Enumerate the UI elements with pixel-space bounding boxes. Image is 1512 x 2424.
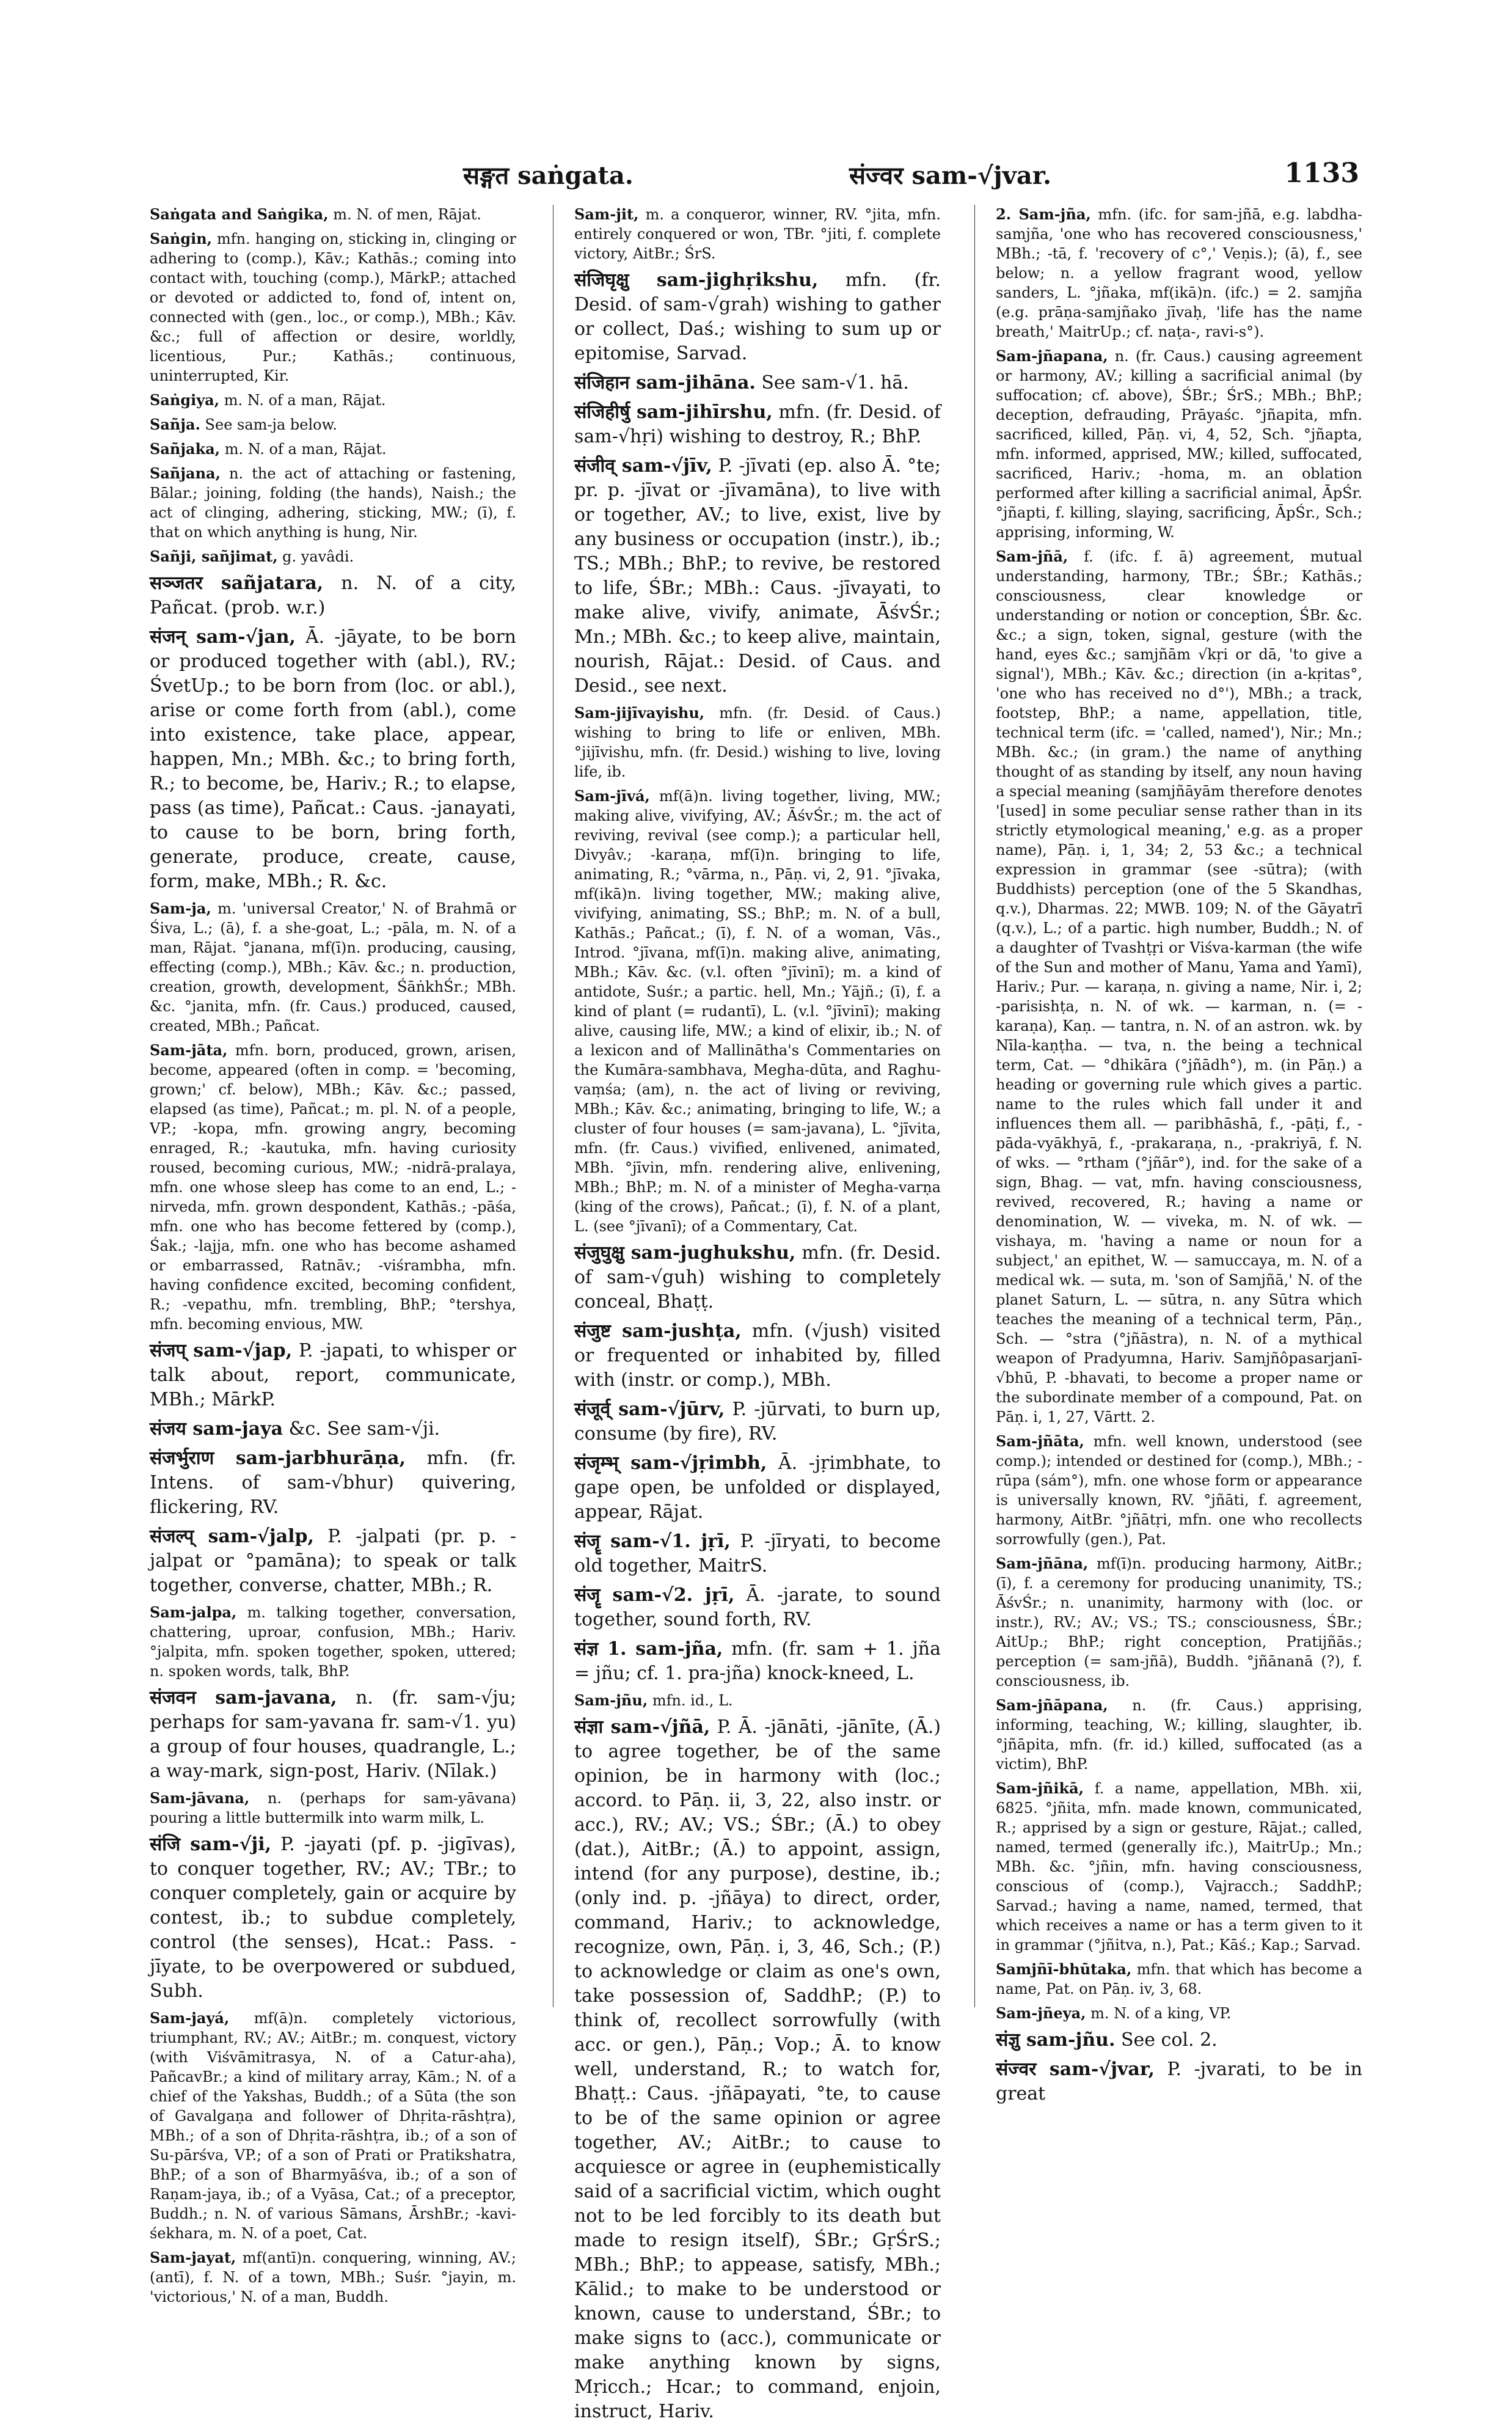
dictionary-entry xyxy=(150,547,516,566)
entry-headword: Sam-jñikā, xyxy=(996,1779,1084,1797)
dictionary-entry xyxy=(996,1960,1362,1999)
dictionary-entry xyxy=(574,1241,941,1314)
entry-headword: Sam-jayat, xyxy=(150,2249,236,2266)
running-head-left: सङ्गत saṅgata. xyxy=(463,161,634,190)
dictionary-entry xyxy=(574,1397,941,1446)
entry-headword: Sam-jāta, xyxy=(150,1041,228,1059)
entry-definition: Ā. -jarate, to sound together, sound forth, RV. xyxy=(574,1584,941,1630)
dictionary-entry xyxy=(996,1696,1362,1774)
entry-headword: Sam-jñāta, xyxy=(996,1432,1084,1450)
entry-definition: mfn. (√jush) visited or frequented or inhabited by, filled with (instr. or comp.), MBh. xyxy=(574,1320,941,1391)
page-header xyxy=(153,158,1359,207)
dictionary-entry xyxy=(574,1583,941,1632)
entry-headword: संज्ञु sam-jñu. xyxy=(996,2029,1116,2051)
entry-definition: See sam-√1. hā. xyxy=(755,372,909,394)
dictionary-entry xyxy=(574,1529,941,1578)
dictionary-entry xyxy=(574,371,941,395)
entry-headword: Sam-jijīvayishu, xyxy=(574,704,705,722)
entry-headword: Saṅgata and Saṅgika, xyxy=(150,205,329,223)
dictionary-entry xyxy=(150,899,516,1036)
entry-headword: Sañja. xyxy=(150,416,200,433)
dictionary-entry xyxy=(996,2057,1362,2106)
entry-definition: n. the act of attaching or fastening, Bālar.; joining, folding (the hands), Naish.; the act of clinging, adhering, sticking, MW.; (ī), f. that on which anything is hung, Nir. xyxy=(150,465,516,541)
dictionary-entry xyxy=(150,1789,516,1828)
entry-headword: संजवन sam-javana, xyxy=(150,1687,337,1708)
entry-definition: P. -jīryati, to become old together, MaitrS. xyxy=(574,1531,941,1576)
dictionary-entry xyxy=(574,1715,941,2424)
entry-headword: संजिहीर्षु sam-jihīrshu, xyxy=(574,401,773,423)
dictionary-entry xyxy=(150,2008,516,2243)
entry-definition: m. N. of men, Rājat. xyxy=(328,206,481,223)
entry-definition: mfn. that which has become a name, Pat. on Pāṇ. iv, 3, 68. xyxy=(996,1961,1362,1997)
dictionary-entry xyxy=(996,1554,1362,1691)
entry-definition: mfn. (fr. sam + 1. jña = jñu; cf. 1. pra-jña) knock-kneed, L. xyxy=(574,1638,941,1684)
dictionary-entry xyxy=(150,1417,516,1441)
dictionary-entry xyxy=(150,229,516,386)
entry-definition: P. -jvarati, to be in great xyxy=(996,2059,1362,2104)
dictionary-entry xyxy=(150,205,516,224)
entry-definition: mfn. (fr. Desid. of sam-√guh) wishing to completely conceal, Bhaṭṭ. xyxy=(574,1242,941,1313)
entry-headword: Saṅgin, xyxy=(150,230,213,247)
dictionary-entry xyxy=(574,1451,941,1525)
entry-definition: Ā. -jāyate, to be born or produced together with (abl.), RV.; ŚvetUp.; to be born from (loc. or abl.), arise or come forth from (abl.), come into existence, take place, appear, happen, Mn.; MBh. &c.; to bring forth, R.; to become, be, Hariv.; R.; to elapse, pass (as time), Pañcat.: Caus. -janayati, to cause to be born, bring forth, generate, produce, create, cause, form, make, MBh.; R. &c. xyxy=(150,626,516,892)
entry-headword: संजर्भुराण sam-jarbhurāṇa, xyxy=(150,1448,406,1469)
column-divider xyxy=(974,205,975,2007)
entry-headword: Sam-jñā, xyxy=(996,547,1068,565)
entry-definition: See sam-ja below. xyxy=(200,416,337,433)
entry-definition: n. (fr. sam-√ju; perhaps for sam-yavana fr. sam-√1. yu) a group of four houses, quadrangle, L.; a way-mark, sign-post, Hariv. (Nīlak.) xyxy=(150,1687,516,1782)
entry-definition: n. (fr. Caus.) causing agreement or harmony, AV.; killing a sacrificial animal (by suffocation; cf. above), ŚBr.; ŚrS.; MBh.; BhP.; deception, defrauding, Prāyaśc. °jñapita, mfn. sacrificed, killed, Pāṇ. vi, 4, 52, Sch. °jñapta, mfn. informed, apprised, MW.; killed, suffocated, sacrificed, Hariv.; -homa, m. an oblation performed after killing a sacrificial animal, ĀpŚr. °jñapti, f. killing, slaying, sacrificing, ĀpŚr., Sch.; apprising, informing, W. xyxy=(996,348,1362,541)
entry-headword: Sam-jñāpana, xyxy=(996,1696,1108,1714)
entry-headword: संजि sam-√ji, xyxy=(150,1834,272,1855)
text-columns xyxy=(150,205,1365,2422)
entry-headword: 2. Sam-jña, xyxy=(996,205,1091,223)
entry-definition: m. talking together, conversation, chattering, uproar, confusion, MBh.; Hariv. °jalpita, mfn. spoken together, spoken, uttered; n. spoken words, talk, BhP. xyxy=(150,1604,516,1680)
entry-definition: m. N. of a man, Rājat. xyxy=(220,441,387,458)
column-2 xyxy=(574,205,941,2422)
entry-definition: mf(ā)n. completely victorious, triumphant, RV.; AV.; AitBr.; m. conquest, victory (with Viśvāmitrasya, N. of a Catur-aha), PañcavBr.; a kind of military array, Kām.; N. of a chief of the Yakshas, Buddh.; of a Sūta (the son of Gavalgaṇa and follower of Dhṛita-rāshṭra), MBh.; of a son of Dhṛita-rāshṭra, ib.; of a son of Su-pārśva, VP.; of a son of Prati or Pratikshatra, BhP.; of a son of Bharmyāśva, ib.; of a son of Raṇam-jaya, ib.; of a Vyāsa, Cat.; of a preceptor, Buddh.; n. N. of various Sāmans, ĀrshBr.; -kavi-śekhara, m. N. of a poet, Cat. xyxy=(150,2010,516,2242)
dictionary-entry xyxy=(150,625,516,894)
entry-headword: संजप् sam-√jap, xyxy=(150,1340,293,1361)
entry-definition: n. (fr. Caus.) apprising, informing, teaching, W.; killing, slaughter, ib. °jñāpita, mfn. (fr. id.) killed, suffocated (as a victim), BhP. xyxy=(996,1697,1362,1773)
entry-headword: Samjñī-bhūtaka, xyxy=(996,1960,1132,1978)
entry-headword: संजृम्भ् sam-√jṛimbh, xyxy=(574,1452,767,1474)
entry-definition: n. N. of a city, Pañcat. (prob. w.r.) xyxy=(150,573,516,618)
entry-definition: mfn. id., L. xyxy=(648,1692,733,1709)
dictionary-entry xyxy=(996,1779,1362,1955)
entry-headword: Sañji, sañjimat, xyxy=(150,547,278,565)
dictionary-entry xyxy=(996,2028,1362,2052)
dictionary-entry xyxy=(150,1525,516,1598)
entry-headword: Sañjaka, xyxy=(150,440,221,458)
entry-headword: संजीव् sam-√jīv, xyxy=(574,455,712,477)
entry-definition: n. (perhaps for sam-yāvana) pouring a little buttermilk into warm milk, L. xyxy=(150,1790,516,1826)
entry-definition: m. a conqueror, winner, RV. °jita, mfn. entirely conquered or won, TBr. °jiti, f. complete victory, AitBr.; ŚrS. xyxy=(574,206,941,262)
entry-headword: Sam-jñeya, xyxy=(996,2004,1086,2022)
dictionary-entry xyxy=(150,1041,516,1334)
dictionary-entry xyxy=(574,400,941,449)
entry-definition: mfn. (fr. Intens. of sam-√bhur) quivering, flickering, RV. xyxy=(150,1448,516,1518)
entry-definition: P. -jūrvati, to burn up, consume (by fire), RV. xyxy=(574,1399,941,1445)
entry-definition: mf(ī)n. producing harmony, AitBr.; (ī), f. a ceremony for producing unanimity, TS.; ĀśvŚr.; n. unanimity, harmony with (loc. or instr.), RV.; AV.; VS.; TS.; consciousness, ŚBr.; AitUp.; BhP.; right conception, Pratijñās.; perception (= sam-jñā), Buddh. °jñānanā (?), f. consciousness, ib. xyxy=(996,1555,1362,1690)
entry-headword: Sam-jalpa, xyxy=(150,1603,237,1621)
entry-definition: mfn. well known, understood (see comp.); intended or destined for (comp.), MBh.; -rūpa (sám°), mfn. one whose form or appearance is universally known, RV. °jñāti, f. agreement, harmony, AitBr. °jñātṛi, mfn. one who recollects sorrowfully (gen.), Pat. xyxy=(996,1433,1362,1548)
dictionary-entry xyxy=(996,2004,1362,2023)
entry-definition: See col. 2. xyxy=(1115,2029,1218,2051)
entry-headword: Sam-jāvana, xyxy=(150,1789,250,1807)
entry-headword: Sañjana, xyxy=(150,464,221,482)
entry-headword: Sam-jīvá, xyxy=(574,787,650,805)
entry-headword: संज्वर sam-√jvar, xyxy=(996,2059,1155,2080)
entry-definition: P. -jalpati (pr. p. -jalpat or °pamāna); to speak or talk together, converse, chatter, MBh.; R. xyxy=(150,1526,516,1596)
entry-definition: g. yavâdi. xyxy=(277,548,354,565)
entry-definition: mfn. (ifc. for sam-jñā, e.g. labdha-samjña, 'one who has recovered consciousness,' MBh.; -tā, f. 'recovery of c°,' Veṇis.); (ā), f., see below; n. a yellow fragrant wood, yellow sanders, L. °jñaka, mf(ikā)n. (ifc.) = 2. samjña (e.g. prāṇa-samjñako jīvaḥ, 'life has the name breath,' MaitrUp.; cf. naṭa-, ravi-s°). xyxy=(996,206,1362,340)
entry-definition: P. Ā. -jānāti, -jānīte, (Ā.) to agree together, be of the same opinion, be in harmony with (loc.; accord. to Pāṇ. ii, 3, 22, also instr. or acc.), RV.; AV.; VS.; ŚBr.; (Ā.) to obey (dat.), AitBr.; (Ā.) to appoint, assign, intend (for any purpose), destine, ib.; (only ind. p. -jñāya) to direct, order, command, Hariv.; to acknowledge, recognize, own, Pāṇ. i, 3, 46, Sch.; (P.) to acknowledge or claim as one's own, take possession of, SaddhP.; (P.) to think of, recollect sorrowfully (with acc. or gen.), Pāṇ.; Vop.; Ā. to know well, understand, R.; to watch for, Bhaṭṭ.: Caus. -jñāpayati, °te, to cause to be of the same opinion or agree together, AV.; AitBr.; to cause to acquiesce or agree in (euphemistically said of a sacrificial victim, which ought not to be led forcibly to its death but made to resign itself), ŚBr.; GṛŚrS.; MBh.; BhP.; to appease, satisfy, MBh.; Kālid.; to make to be understood or known, cause to understand, ŚBr.; to make signs to (acc.), communicate or make anything known by signs, Mṛicch.; Hcar.; to command, enjoin, instruct, Hariv. xyxy=(574,1716,941,2422)
entry-headword: Sam-jñu, xyxy=(574,1691,648,1709)
entry-headword: संजॄ sam-√1. jṛī, xyxy=(574,1531,731,1552)
dictionary-entry xyxy=(574,786,941,1236)
entry-definition: mfn. hanging on, sticking in, clinging or adhering to (comp.), Kāv.; Kathās.; coming into contact with, touching (comp.), MārkP.; attached or devoted or addicted to, fond of, intent on, connected with (gen., loc., or comp.), MBh.; Kāv. &c.; full of affection or desire, worldly, licentious, Pur.; Kathās.; continuous, uninterrupted, Kir. xyxy=(150,230,516,384)
entry-headword: संजॄ sam-√2. jṛī, xyxy=(574,1584,735,1606)
column-3 xyxy=(996,205,1362,2104)
entry-definition: mfn. (fr. Desid. of Caus.) wishing to bring to life or enliven, MBh. °jijīvishu, mfn. (fr. Desid.) wishing to live, loving life, ib. xyxy=(574,705,941,780)
entry-definition: P. -japati, to whisper or talk about, report, communicate, MBh.; MārkP. xyxy=(150,1340,517,1410)
entry-headword: सञ्जतर sañjatara, xyxy=(150,573,324,594)
entry-headword: संज्ञा sam-√jñā, xyxy=(574,1716,710,1738)
entry-headword: संजय sam-jaya xyxy=(150,1418,283,1440)
dictionary-entry xyxy=(574,454,941,698)
dictionary-entry xyxy=(150,390,516,410)
dictionary-entry xyxy=(150,571,516,620)
entry-definition: mfn. (fr. Desid. of sam-√grah) wishing to gather or collect, Daś.; wishing to sum up or epitomise, Sarvad. xyxy=(574,269,941,364)
entry-headword: संजूर्व् sam-√jūrv, xyxy=(574,1399,725,1420)
entry-definition: mfn. (fr. Desid. of sam-√hṛi) wishing to destroy, R.; BhP. xyxy=(574,401,941,447)
dictionary-entry xyxy=(574,268,941,366)
page-number: 1133 xyxy=(1284,158,1359,189)
dictionary-entry xyxy=(150,1446,516,1520)
entry-definition: f. a name, appellation, MBh. xii, 6825. °jñita, mfn. made known, communicated, R.; apprised by a sign or gesture, Rājat.; called, named, termed (generally ifc.), MaitrUp.; Mn.; MBh. &c. °jñin, mfn. having consciousness, conscious of (comp.), Vajracch.; SaddhP.; Sarvad.; having a name, named, termed, that which receives a name or has a term given to it in grammar (°jñitva, n.), Pat.; Kāś.; Kap.; Sarvad. xyxy=(996,1780,1362,1953)
entry-headword: संजिहान sam-jihāna. xyxy=(574,372,756,394)
entry-definition: f. (ifc. f. ā) agreement, mutual understanding, harmony, TBr.; ŚBr.; Kathās.; consciousness, clear knowledge or understanding or notion or conception, ŚBr. &c. &c.; a sign, token, signal, gesture (with the hand, eyes &c.; samjñām √kṛi or dā, 'to give a signal'), MBh.; Kāv. &c.; direction (in a-kṛitas°, 'one who has received no d°'), MBh.; a track, footstep, BhP.; a name, appellation, title, technical term (ifc. = 'called, named'), Nir.; Mn.; MBh. &c.; (in gram.) the name of anything thought of as standing by itself, any noun having a special meaning (samjñāyām therefore denotes '[used] in some peculiar sense rather than in its strictly etymological meaning,' e.g. as a proper name), Pāṇ. i, 1, 34; 2, 53 &c.; a technical expression in grammar (see -sūtra); (with Buddhists) perception (one of the 5 Skandhas, q.v.), Dharmas. 22; MWB. 109; N. of the Gāyatrī (q.v.), L.; of a partic. high number, Buddh.; N. of a daughter of Tvashṭṛi or Viśva-karman (the wife of the Sun and mother of Manu, Yama and Yamī), Hariv.; Pur. — karaṇa, n. giving a name, Nir. i, 2; -parisishṭa, n. N. of wk. — karman, n. (= -karaṇa), Kaṇ. — tantra, n. N. of an astron. wk. by Nīla-kaṇṭha. — tva, n. the being a technical term, Cat. — °dhikāra (°jñādh°), m. (in Pāṇ.) a heading or governing rule which gives a partic. name to the rules which fall under it and influences them all. — paribhāshā, f., -pāṭi, f., -pāda-vyākhyā, f., -prakaraṇa, n., -prakriyā, f. N. of wks. — °rtham (°jñār°), ind. for the sake of a sign, Bhag. — vat, mfn. having consciousness, revived, recovered, R.; having a name or denomination, W. — viveka, m. N. of wk. — vishaya, m. 'having a name or noun for a subject,' an epithet, W. — samuccaya, m. N. of a medical wk. — suta, m. 'son of Samjñā,' N. of the planet Saturn, L. — sūtra, n. any Sūtra which teaches the meaning of a technical term, Pāṇ., Sch. — °stra (°jñāstra), n. N. of a mythical weapon of Pradyumna, Hariv. Samjñôpasarjanī-√bhū, P. -bhavati, to become a proper name or the subordinate member of a compound, Pat. on Pāṇ. i, 1, 27, Vārtt. 2. xyxy=(996,548,1362,1426)
entry-headword: संज्ञ 1. sam-jña, xyxy=(574,1638,723,1660)
entry-definition: m. N. of a man, Rājat. xyxy=(219,392,386,409)
entry-headword: संजुघुक्षु sam-jughukshu, xyxy=(574,1242,796,1264)
entry-headword: संजुष्ट sam-jushṭa, xyxy=(574,1320,742,1342)
entry-headword: संजिघृक्षु sam-jighṛikshu, xyxy=(574,269,819,291)
entry-definition: m. N. of a king, VP. xyxy=(1086,2005,1232,2022)
dictionary-entry xyxy=(150,1686,516,1784)
entry-headword: संजल्प् sam-√jalp, xyxy=(150,1526,314,1547)
dictionary-entry xyxy=(150,439,516,459)
dictionary-entry xyxy=(574,703,941,782)
entry-headword: Sam-jayá, xyxy=(150,2009,230,2027)
dictionary-entry xyxy=(150,1603,516,1681)
entry-definition: P. -jīvati (ep. also Ā. °te; pr. p. -jīvat or -jīvamāna), to live with or together, AV.; to live, exist, live by any business or occupation (instr.), ib.; TS.; MBh.; BhP.; to revive, be restored to life, ŚBr.; MBh.: Caus. -jīvayati, to make alive, vivify, animate, ĀśvŚr.; Mn.; MBh. &c.; to keep alive, maintain, nourish, Rājat.: Desid. of Caus. and Desid., see next. xyxy=(574,455,941,697)
dictionary-entry xyxy=(574,1637,941,1686)
dictionary-entry xyxy=(150,415,516,434)
dictionary-entry xyxy=(150,464,516,542)
column-1 xyxy=(150,205,517,2305)
entry-headword: Sam-jit, xyxy=(574,205,639,223)
dictionary-entry xyxy=(996,1432,1362,1549)
dictionary-entry xyxy=(574,205,941,263)
entry-definition: mfn. born, produced, grown, arisen, become, appeared (often in comp. = 'becoming, grown;' cf. below), MBh.; Kāv. &c.; passed, elapsed (as time), Pañcat.; m. pl. N. of a people, VP.; -kopa, mfn. growing angry, becoming enraged, R.; -kautuka, mfn. having curiosity roused, becoming curious, MW.; -nidrā-pralaya, mfn. one whose sleep has come to an end, L.; -nirveda, mfn. grown despondent, Kathās.; -pāśa, mfn. one who has become fettered by (comp.), Śak.; -lajja, mfn. one who has become ashamed or embarrassed, Ratnāv.; -viśrambha, mfn. having confidence excited, becoming confident, R.; -vepathu, mfn. trembling, BhP.; °tershya, mfn. becoming envious, MW. xyxy=(150,1042,516,1333)
entry-headword: Sam-jñāna, xyxy=(996,1554,1089,1572)
entry-definition: Ā. -jṛimbhate, to gape open, be unfolded or displayed, appear, Rājat. xyxy=(574,1452,941,1523)
entry-definition: P. -jayati (pf. p. -jigīvas), to conquer together, RV.; AV.; TBr.; to conquer completely, gain or acquire by contest, ib.; to subdue completely, control (the senses), Hcat.: Pass. -jīyate, to be overpowered or subdued, Subh. xyxy=(150,1834,516,2002)
dictionary-entry xyxy=(996,205,1362,342)
dictionary-entry xyxy=(574,1319,941,1393)
dictionary-entry xyxy=(996,346,1362,542)
entry-definition: m. 'universal Creator,' N. of Brahmā or Śiva, L.; (ā), f. a she-goat, L.; -pāla, m. N. of a man, Rājat. °janana, mf(ī)n. producing, causing, effecting (comp.), MBh.; Kāv. &c.; n. production, creation, growth, development, ŚāṅkhŚr.; MBh. &c. °janita, mfn. (fr. Caus.) produced, caused, created, MBh.; Pañcat. xyxy=(150,900,516,1034)
dictionary-entry xyxy=(996,547,1362,1427)
entry-headword: Sam-ja, xyxy=(150,899,211,917)
entry-definition: &c. See sam-√ji. xyxy=(283,1418,440,1440)
entry-headword: Saṅgiya, xyxy=(150,391,220,409)
dictionary-entry xyxy=(150,1833,516,2004)
running-head-middle: संज्वर sam-√jvar. xyxy=(849,161,1052,190)
entry-headword: संजन् sam-√jan, xyxy=(150,626,296,648)
entry-headword: Sam-jñapana, xyxy=(996,347,1108,365)
entry-definition: mf(ā)n. living together, living, MW.; making alive, vivifying, AV.; ĀśvŚr.; m. the act of reviving, revival (see comp.); a particular hell, Divyâv.; -karaṇa, mf(ī)n. bringing to life, animating, R.; °vārma, n., Pāṇ. vi, 2, 91. °jīvaka, mf(ikā)n. living together, MW.; making alive, vivifying, animating, SS.; BhP.; m. N. of a bull, Kathās.; Pañcat.; (ī), f. N. of a woman, Vās., Introd. °jīvana, mf(ī)n. making alive, animating, MBh.; Kāv. &c. (v.l. often °jīvinī); m. a kind of antidote, Suśr.; a partic. hell, Mn.; Yājñ.; (ī), f. a kind of plant (= rudantī), L. (v.l. °jīvinī); making alive, causing life, MW.; a kind of elixir, ib.; N. of a lexicon and of Mallinātha's Commentaries on the Kumāra-sambhava, Megha-dūta, and Raghu-vaṃśa; (am), n. the act of living or reviving, MBh.; Kāv. &c.; animating, bringing to life, W.; a cluster of four houses (= sam-javana), L. °jīvita, mfn. (fr. Caus.) vivified, enlivened, animated, MBh. °jīvin, mfn. rendering alive, enlivening, MBh.; BhP.; m. N. of a minister of Megha-varṇa (king of the crows), Pañcat.; (ī), f. N. of a plant, L. (see °jīvanī); of a Commentary, Cat. xyxy=(574,788,941,1235)
entry-definition: mf(antī)n. conquering, winning, AV.; (antī), f. N. of a town, MBh.; Suśr. °jayin, m. 'victorious,' N. of a man, Buddh. xyxy=(150,2249,516,2305)
dictionary-entry xyxy=(150,2248,516,2307)
dictionary-entry xyxy=(574,1691,941,1710)
dictionary-entry xyxy=(150,1339,516,1412)
